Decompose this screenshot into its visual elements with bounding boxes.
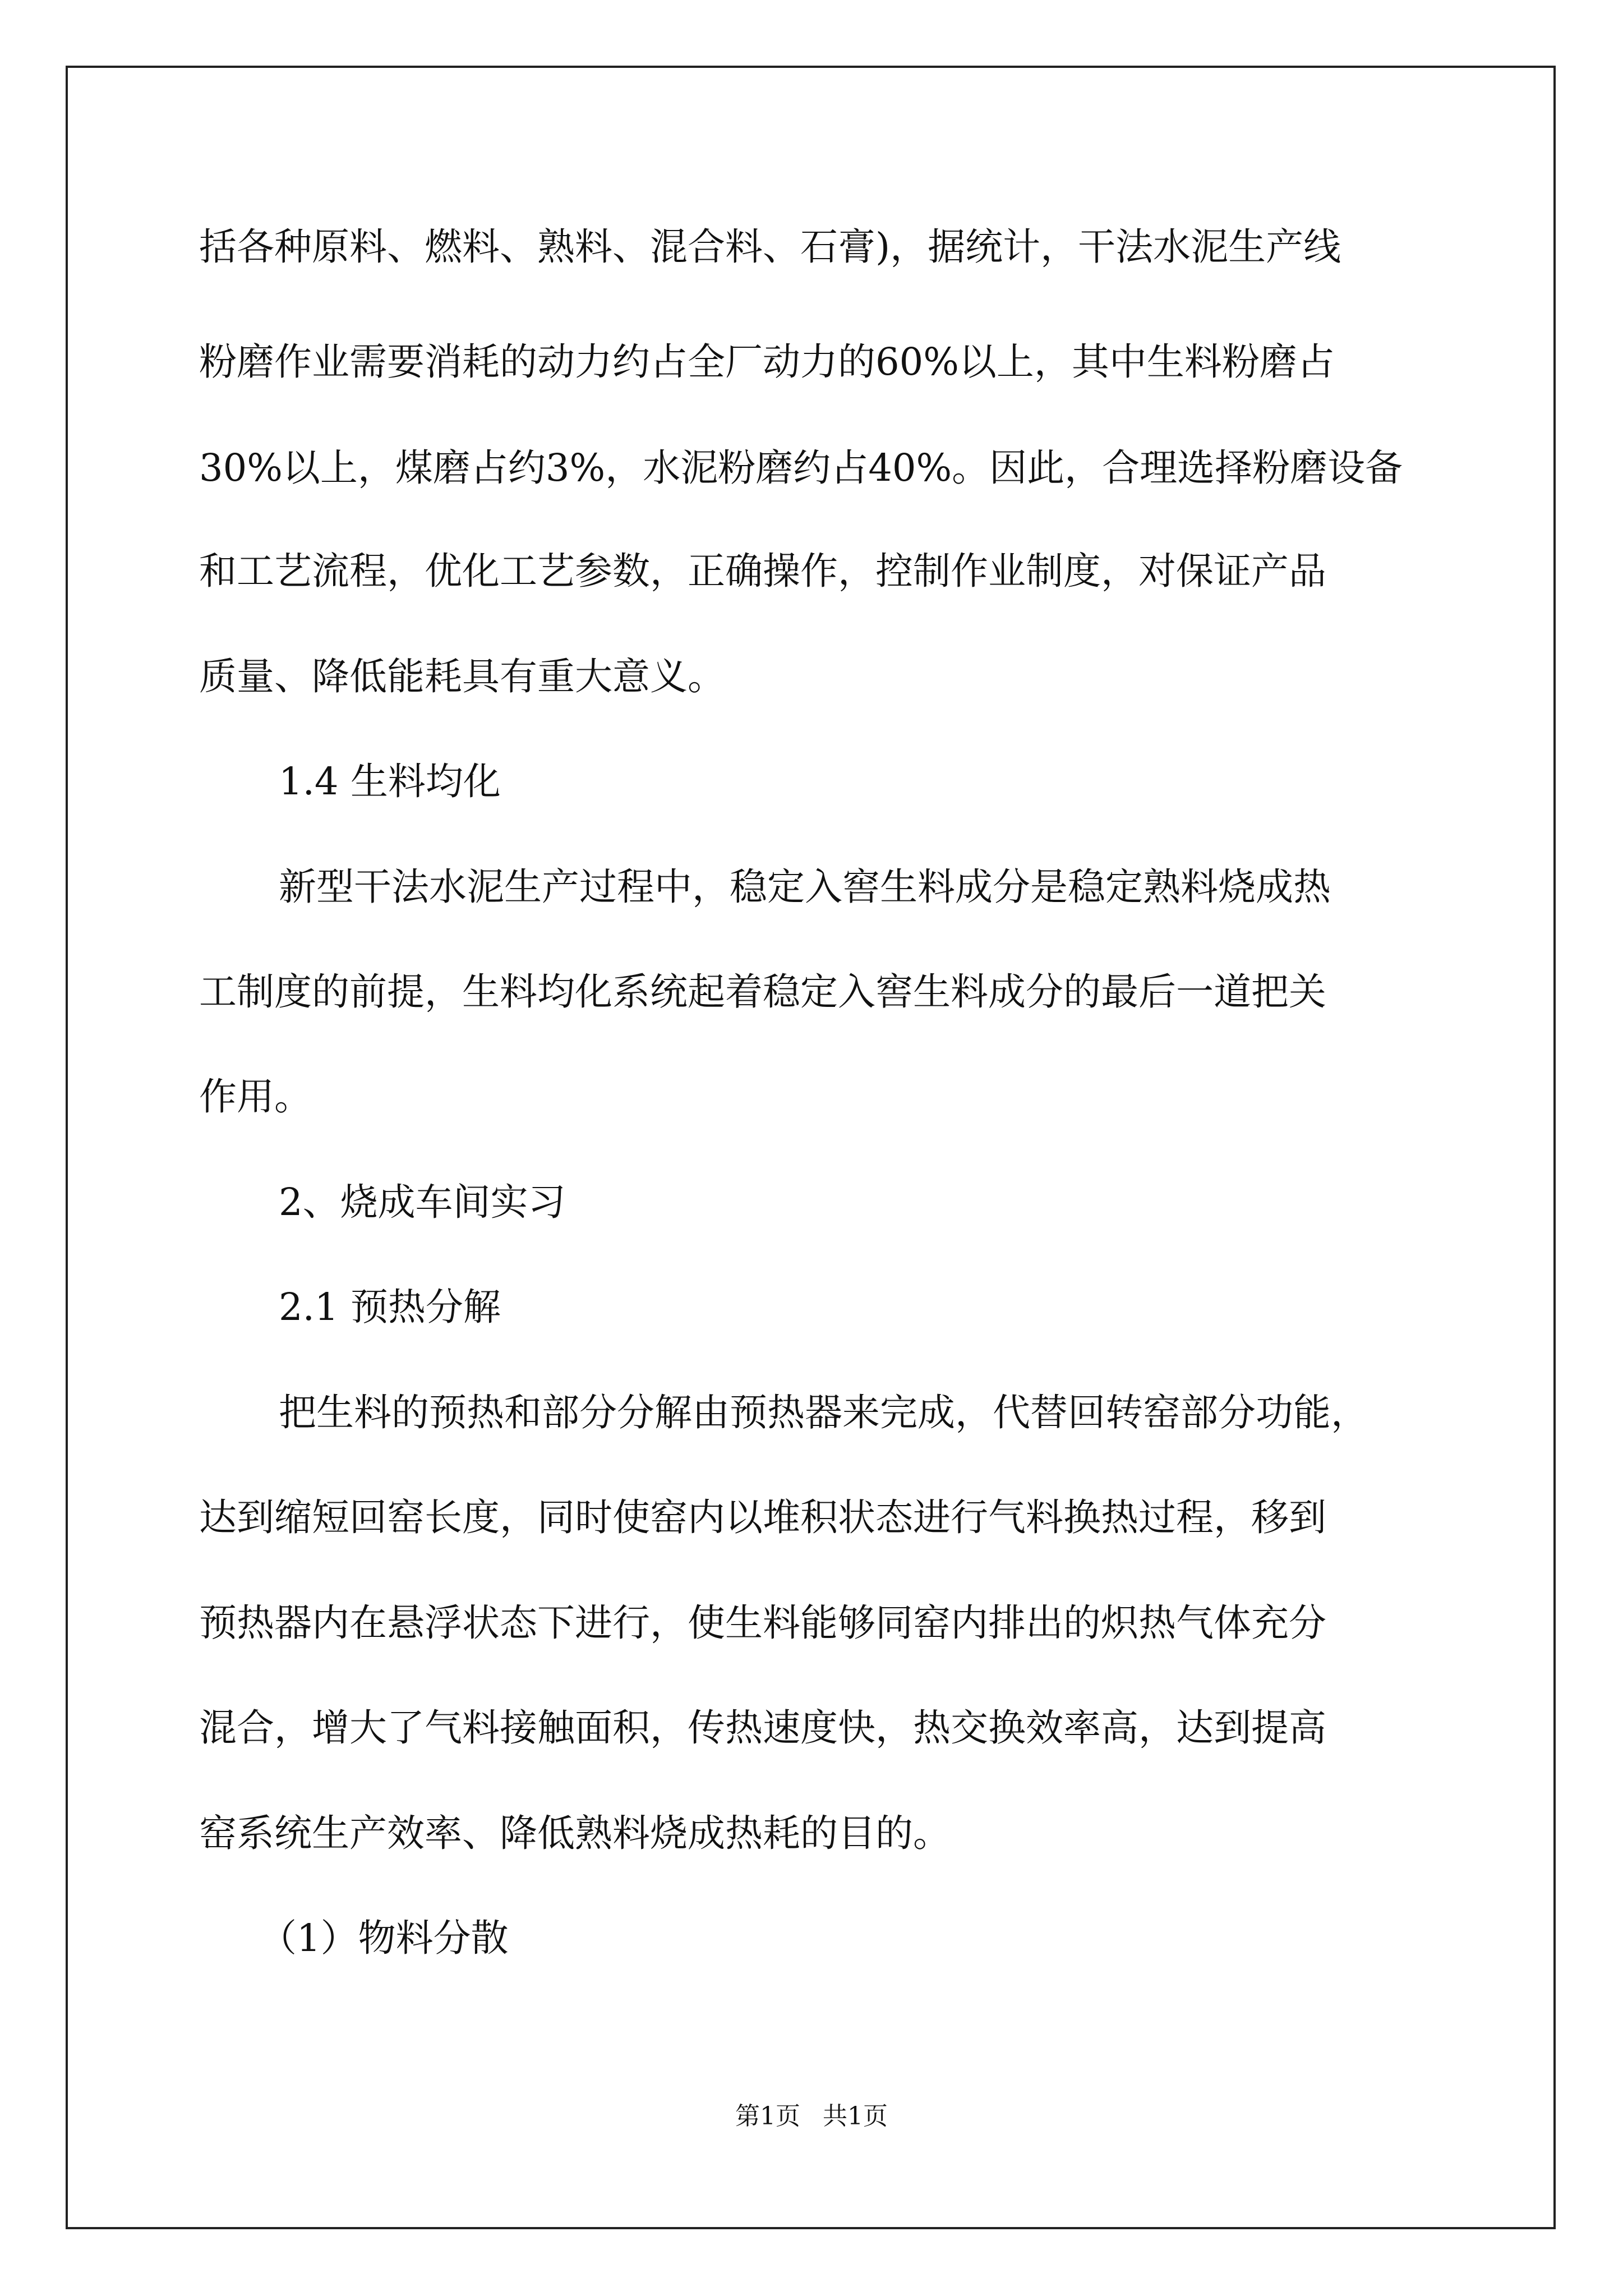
text-line: 作用。: [199, 1075, 312, 1119]
section-heading: 2、烧成车间实习: [279, 1180, 566, 1224]
list-item-heading: （1）物料分散: [259, 1916, 509, 1960]
text-line: 30%以上，煤磨占约3%，水泥粉磨约占40%。因此，合理选择粉磨设备: [199, 446, 1403, 490]
text-line: 工制度的前提，生料均化系统起着稳定入窖生料成分的最后一道把关: [199, 970, 1326, 1014]
page-total: 共1页: [823, 2102, 888, 2131]
text-line: 质量、降低能耗具有重大意义。: [199, 655, 725, 698]
page-border: [66, 66, 1556, 2229]
text-line: 括各种原料、燃料、熟料、混合料、石膏)，据统计，干法水泥生产线: [199, 225, 1341, 269]
page-number: 第1页: [735, 2102, 800, 2131]
text-line: 预热器内在悬浮状态下进行，使生料能够同窑内排出的炽热气体充分: [199, 1601, 1326, 1645]
text-line: 达到缩短回窑长度，同时使窑内以堆积状态进行气料换热过程，移到: [199, 1496, 1326, 1539]
text-line: 和工艺流程，优化工艺参数，正确操作，控制作业制度，对保证产品: [199, 549, 1326, 593]
text-line: 新型干法水泥生产过程中，稳定入窖生料成分是稳定熟料烧成热: [279, 865, 1331, 909]
text-line: 混合，增大了气料接触面积，传热速度快，热交换效率高，达到提高: [199, 1706, 1326, 1750]
text-line: 窑系统生产效率、降低熟料烧成热耗的目的。: [199, 1811, 951, 1855]
section-heading: 1.4 生料均化: [279, 760, 501, 803]
section-heading: 2.1 预热分解: [279, 1285, 501, 1329]
text-line: 粉磨作业需要消耗的动力约占全厂动力的60%以上，其中生料粉磨占: [199, 340, 1335, 384]
page-footer: [0, 2101, 1623, 2132]
text-line: 把生料的预热和部分分解由预热器来完成，代替回转窑部分功能，: [279, 1391, 1368, 1434]
